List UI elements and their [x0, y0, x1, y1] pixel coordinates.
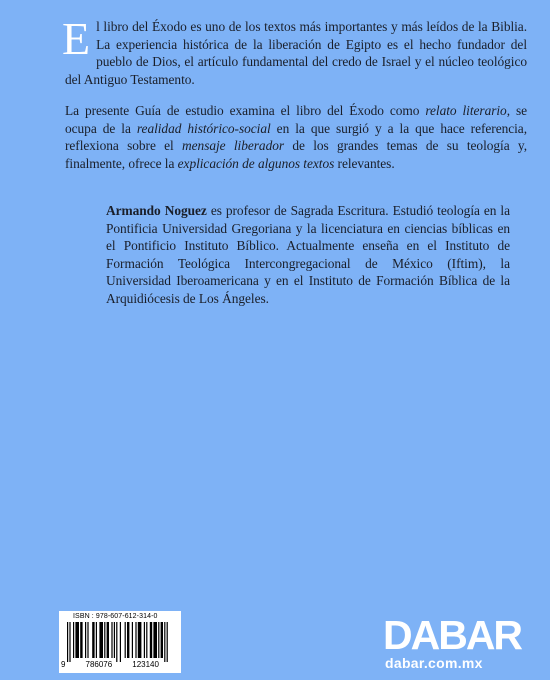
- barcode-stripe: [164, 622, 165, 662]
- barcode-stripe: [67, 622, 68, 662]
- barcode-stripe: [99, 622, 103, 658]
- barcode-stripe: [138, 622, 142, 658]
- barcode-stripe: [75, 622, 79, 658]
- barcode-stripe: [127, 622, 129, 658]
- barcode-stripe: [132, 622, 133, 658]
- guide-text-5: relevantes.: [334, 155, 395, 171]
- guide-text-2: , se ocupa de la: [65, 103, 527, 136]
- barcode-stripe: [92, 622, 94, 658]
- barcode-stripe: [85, 622, 86, 658]
- barcode-stripe: [80, 622, 82, 658]
- guide-italic-1: relato literario: [425, 103, 507, 118]
- barcode-stripe: [73, 622, 74, 658]
- barcode-stripe: [107, 622, 109, 658]
- barcode-stripe: [114, 622, 115, 658]
- barcode-stripe: [167, 622, 168, 662]
- guide-italic-4: explicación de algunos textos: [177, 155, 335, 171]
- publisher-logo-word: DABAR: [383, 612, 522, 658]
- author-bio-text: es profesor de Sagrada Escritura. Estudió teología en la Pontificia Universidad Gregoriana y la licenciatura en ciencias bíblicas en el Pontificio Instituto Bíblico. Actualmente enseña en el Instituto de Formación Teológica Intercongregacional de México (Iftim), la Universidad Iberoamericana y en el Instituto de Formación Bíblica de la Arquidiócesis de Los Ángeles.: [106, 203, 510, 306]
- barcode-digit-first: 9: [61, 660, 66, 669]
- barcode-stripe: [120, 622, 121, 662]
- drop-cap: E: [62, 13, 91, 64]
- intro-paragraph: [62, 13, 527, 88]
- barcode-stripe: [111, 622, 112, 658]
- barcode-stripe: [116, 622, 117, 662]
- publisher-url: dabar.com.mx: [385, 655, 483, 671]
- barcode-bars: [65, 622, 177, 662]
- barcode-stripe: [125, 622, 126, 658]
- barcode-stripe: [150, 622, 152, 658]
- guide-italic-3: mensaje liberador: [182, 138, 285, 154]
- barcode-stripe: [69, 622, 70, 662]
- guide-paragraph: [65, 102, 527, 172]
- barcode-stripe: [87, 622, 88, 658]
- isbn-label: ISBN : 978-607-612-314-0: [73, 613, 158, 620]
- barcode-stripe: [158, 622, 159, 658]
- barcode-stripe: [135, 622, 136, 658]
- barcode-stripe: [96, 622, 97, 658]
- barcode-stripe: [144, 622, 145, 658]
- barcode-group-left: 786076: [85, 660, 113, 669]
- barcode-stripe: [104, 622, 105, 658]
- barcode-digits: [61, 660, 179, 669]
- barcode-stripe: [146, 622, 147, 658]
- barcode-stripe: [153, 622, 157, 658]
- guide-text-3: en la que surgió y a la que hace referencia, reflexiona sobre el: [65, 120, 527, 154]
- publisher-logo: [383, 612, 522, 671]
- intro-text: l libro del Éxodo es uno de los textos más importantes y más leídos de la Biblia. La experiencia histórica de la liberación de Egipto es el hecho fundador del pueblo de Dios, el artículo fundamental del credo de Israel y el núcleo teológico del Antiguo Testamento.: [65, 19, 527, 87]
- barcode-stripe: [161, 622, 163, 658]
- guide-text-1: La presente Guía de estudio examina el libro del Éxodo como: [65, 103, 426, 118]
- barcode: [59, 611, 181, 673]
- author-bio: [106, 202, 510, 308]
- barcode-group-right: 123140: [132, 660, 159, 669]
- author-name: Armando Noguez: [106, 203, 207, 218]
- guide-text-4: de los grandes temas de su teología y, finalmente, ofrece la: [65, 138, 527, 171]
- guide-italic-2: realidad histórico-social: [136, 120, 271, 136]
